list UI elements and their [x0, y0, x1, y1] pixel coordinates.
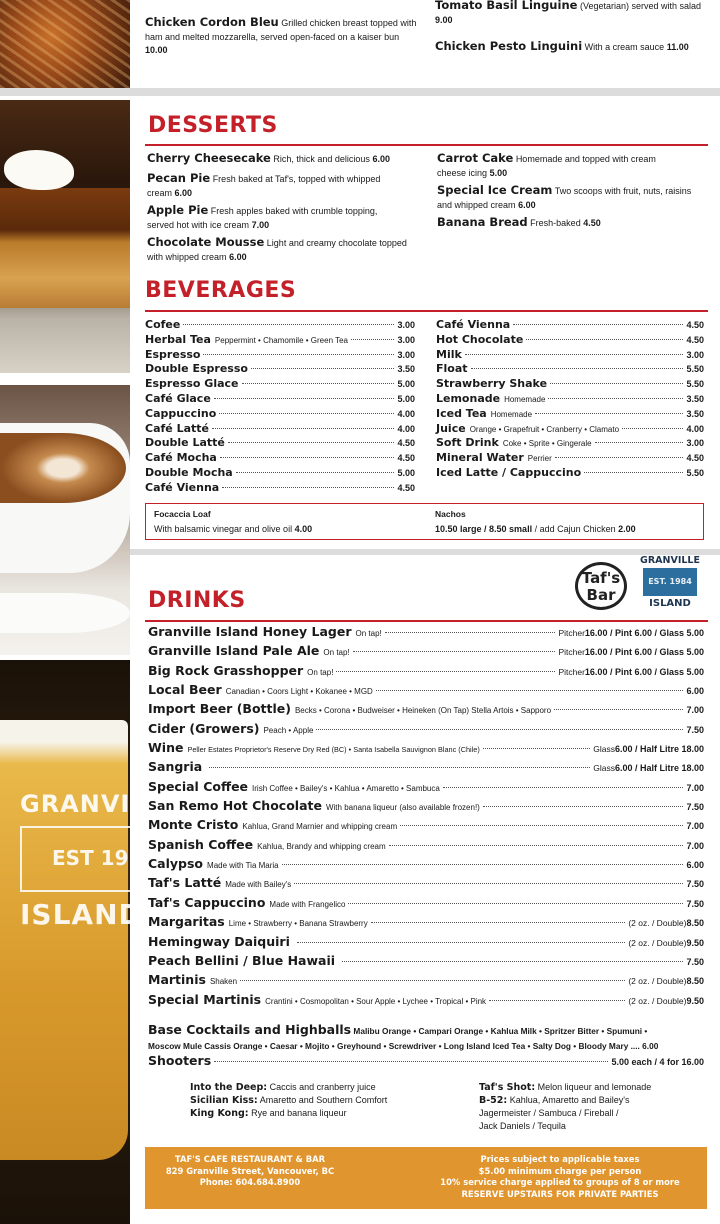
nachos-name: Nachos — [435, 509, 466, 519]
latte-photo — [0, 385, 130, 655]
beverage-row: Strawberry Shake 5.50 — [436, 377, 704, 391]
beverage-row: Café Vienna 4.50 — [436, 318, 704, 331]
shot-item: Sicilian Kiss: Amaretto and Southern Comfort — [190, 1095, 388, 1106]
focaccia-name: Focaccia Loaf — [154, 509, 211, 519]
drink-row: Margaritas Lime • Strawberry • Banana Strawberry (2 oz. / Double) 8.50 — [148, 914, 704, 930]
drink-row: Martinis Shaken (2 oz. / Double) 8.50 — [148, 972, 704, 988]
beverage-row: Herbal Tea Peppermint • Chamomile • Green Tea 3.00 — [145, 332, 415, 346]
desserts-rule — [145, 144, 708, 146]
beverage-row: Iced Latte / Cappuccino 5.50 — [436, 465, 704, 479]
dessert-item: Special Ice Cream Two scoops with fruit, nuts, raisins and whipped cream 6.00 — [437, 183, 692, 210]
focaccia-desc: With balsamic vinegar and olive oil 4.00 — [154, 524, 313, 534]
drink-row: San Remo Hot Chocolate With banana liqueur (also available frozen!) 7.50 — [148, 798, 704, 814]
beverages-heading: BEVERAGES — [145, 278, 297, 303]
beverage-row: Double Mocha 5.00 — [145, 465, 415, 479]
drinks-list — [148, 624, 704, 1011]
drink-row: Granville Island Honey Lager On tap! Pitcher 16.00 / Pint 6.00 / Glass 5.00 — [148, 624, 704, 639]
beverages-right-list — [436, 318, 704, 481]
drink-row: Local Beer Canadian • Coors Light • Kokanee • MGD 6.00 — [148, 682, 704, 698]
desserts-heading: DESSERTS — [148, 113, 278, 138]
pecan-pie-photo — [0, 100, 130, 373]
shots-left — [190, 1081, 387, 1120]
beverage-row: Cappuccino 4.00 — [145, 406, 415, 420]
beer-glass-photo — [0, 660, 181, 1224]
drink-row: Hemingway Daiquiri (2 oz. / Double) 9.50 — [148, 933, 704, 949]
beverage-row: Café Vienna 4.50 — [145, 480, 415, 494]
dessert-item: Apple Pie Fresh apples baked with crumble topping, served hot with ice cream 7.00 — [147, 203, 378, 230]
base-cocktails: Base Cocktails and Highballs Malibu Orange • Campari Orange • Kahlua Milk • Spritzer Bitter • Spumuni • Moscow Mule Cassis Orange • Caesar • Mojito • Greyhound • Screwdriver • Long Island Iced Tea • Salty Dog • Bloody Mary .... 6.00 — [148, 1022, 659, 1051]
dessert-item: Pecan Pie Fresh baked at Taf's, topped with whipped cream 6.00 — [147, 171, 381, 198]
drink-row: Special Coffee Irish Coffee • Bailey's • Kahlua • Amaretto • Sambuca 7.00 — [148, 778, 704, 794]
drink-row: Cider (Growers) Peach • Apple 7.50 — [148, 720, 704, 736]
footer-banner — [145, 1147, 707, 1209]
beverage-row: Juice Orange • Grapefruit • Cranberry • Clamato 4.00 — [436, 421, 704, 435]
beverage-row: Milk 3.00 — [436, 347, 704, 361]
dessert-item: Cherry Cheesecake Rich, thick and delicious 6.00 — [147, 151, 390, 165]
drinks-heading: DRINKS — [148, 588, 246, 613]
drink-row: Big Rock Grasshopper On tap! Pitcher 16.00 / Pint 6.00 / Glass 5.00 — [148, 662, 704, 678]
drink-row: Granville Island Pale Ale On tap! Pitcher 16.00 / Pint 6.00 / Glass 5.00 — [148, 643, 704, 659]
beverages-rule — [145, 310, 708, 312]
drink-row: Taf's Cappuccino Made with Frangelico 7.50 — [148, 894, 704, 910]
section-separator — [0, 88, 720, 96]
pasta-photo — [0, 0, 130, 88]
dessert-item: Chocolate Mousse Light and creamy chocolate topped with whipped cream 6.00 — [147, 235, 407, 262]
shot-item: B-52: Kahlua, Amaretto and Bailey's — [479, 1095, 630, 1106]
drinks-rule — [145, 620, 708, 622]
beverage-row: Café Latté 4.00 — [145, 421, 415, 435]
shot-item: Jagermeister / Sambuca / Fireball / — [479, 1108, 619, 1118]
beverage-row: Espresso Glace 5.00 — [145, 377, 415, 391]
beverage-row: Iced Tea Homemade 3.50 — [436, 406, 704, 420]
menu-item: Chicken Pesto Linguini With a cream sauce 11.00 — [435, 39, 689, 53]
drink-row: Monte Cristo Kahlua, Grand Marnier and whipping cream 7.00 — [148, 817, 704, 833]
beverage-row: Double Espresso 3.50 — [145, 362, 415, 376]
menu-item: Chicken Cordon Bleu Grilled chicken breast topped with ham and melted mozzarella, served open-faced on a kaiser bun 10.00 — [145, 15, 417, 55]
beverage-row: Espresso 3.00 — [145, 347, 415, 361]
shot-item: Into the Deep: Caccis and cranberry juice — [190, 1082, 376, 1093]
menu-item: Tomato Basil Linguine (Vegetarian) served with salad 9.00 — [435, 0, 702, 25]
drink-row: Spanish Coffee Kahlua, Brandy and whipping cream 7.00 — [148, 836, 704, 852]
dessert-item: Carrot Cake Homemade and topped with cream cheese icing 5.00 — [437, 151, 656, 178]
beverage-row: Hot Chocolate 4.50 — [436, 332, 704, 346]
beverage-row: Float 5.50 — [436, 362, 704, 376]
beverage-row: Lemonade Homemade 3.50 — [436, 391, 704, 405]
shot-item: Taf's Shot: Melon liqueur and lemonade — [479, 1082, 652, 1093]
beverage-row: Mineral Water Perrier 4.50 — [436, 451, 704, 465]
drink-row: Import Beer (Bottle) Becks • Corona • Budweiser • Heineken (On Tap) Stella Artois • Sapporo 7.00 — [148, 701, 704, 717]
beverage-row: Double Latté 4.50 — [145, 436, 415, 450]
footer-contact: TAF'S CAFE RESTAURANT & BAR 829 Granville Street, Vancouver, BC Phone: 604.684.8900 — [165, 1154, 335, 1187]
granville-island-logo: GRANVILLE EST. 1984 ISLAND — [640, 555, 700, 609]
shot-item: King Kong: Rye and banana liqueur — [190, 1108, 347, 1119]
drink-row: Sangria Glass 6.00 / Half Litre 18.00 — [148, 759, 704, 775]
shooters-row: Shooters 5.00 each / 4 for 16.00 — [148, 1053, 704, 1068]
beverage-row: Café Glace 5.00 — [145, 391, 415, 405]
drink-row: Special Martinis Crantini • Cosmopolitan • Sour Apple • Lychee • Tropical • Pink (2 oz. / Double) 9.50 — [148, 991, 704, 1007]
dessert-item: Banana Bread Fresh-baked 4.50 — [437, 215, 601, 229]
shots-right — [479, 1081, 651, 1133]
beverage-row: Cofee 3.00 — [145, 318, 415, 331]
drink-row: Peach Bellini / Blue Hawaii 7.50 — [148, 952, 704, 968]
beverage-row: Soft Drink Coke • Sprite • Gingerale 3.00 — [436, 436, 704, 450]
focaccia-nachos-box — [145, 503, 704, 540]
footer-notes: Prices subject to applicable taxes $5.00 minimum charge per person 10% service charge applied to groups of 8 or more RESERVE UPSTAIRS FOR PRIVATE PARTIES — [440, 1154, 680, 1199]
beverage-row: Café Mocha 4.50 — [145, 451, 415, 465]
drink-row: Wine Peller Estates Proprietor's Reserve Dry Red (BC) • Santa Isabella Sauvignon Blanc (Chile) Glass 6.00 / Half Litre 18.00 — [148, 740, 704, 756]
drink-row: Calypso Made with Tia Maria 6.00 — [148, 856, 704, 872]
drink-row: Taf's Latté Made with Bailey's 7.50 — [148, 875, 704, 891]
granville-island-glass-logo: GRANVILLE EST 19 ISLAND — [20, 790, 181, 931]
shot-item: Jack Daniels / Tequila — [479, 1121, 566, 1131]
section-separator — [130, 549, 720, 555]
tafs-bar-logo: Taf's Bar — [575, 562, 627, 610]
nachos-price: 10.50 large / 8.50 small / add Cajun Chicken 2.00 — [435, 524, 636, 534]
beverages-left-list — [145, 318, 415, 496]
